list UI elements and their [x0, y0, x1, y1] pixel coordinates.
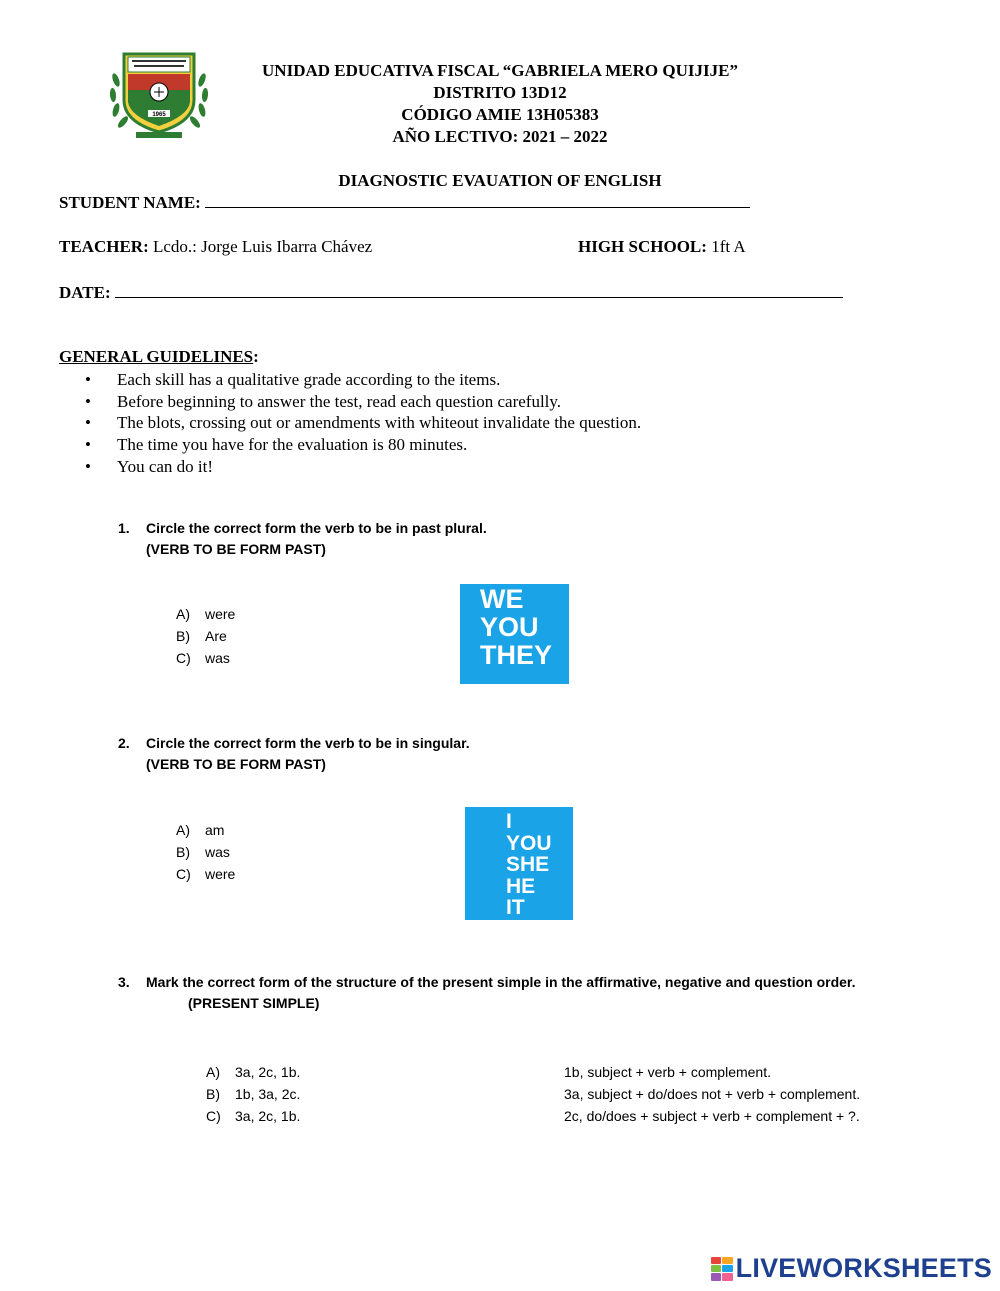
date-line[interactable] [115, 283, 843, 298]
amie-code: CÓDIGO AMIE 13H05383 [401, 105, 599, 124]
liveworksheets-brand [711, 1253, 992, 1284]
date-field[interactable] [59, 283, 843, 303]
student-name-field[interactable] [59, 193, 750, 213]
high-school-value: 1ft A [706, 237, 746, 256]
teacher-field [59, 237, 372, 257]
list-item: • The blots, crossing out or amendments with whiteout invalidate the question. [85, 413, 642, 433]
singular-pronouns-image: I YOU SHE HE IT [465, 807, 573, 920]
guidelines-heading: GENERAL GUIDELINES: [59, 347, 259, 366]
list-item: • Each skill has a qualitative grade according to the items. [85, 370, 501, 389]
list-item: • The time you have for the evaluation is 80 minutes. [85, 435, 468, 455]
option-b[interactable]: B) Are [176, 627, 227, 644]
district: DISTRITO 13D12 [433, 83, 567, 102]
option-a[interactable]: A) 3a, 2c, 1b. [206, 1064, 301, 1080]
option-c[interactable]: C) 3a, 2c, 1b. [206, 1107, 301, 1124]
list-item: • You can do it! [85, 456, 214, 476]
school-year: AÑO LECTIVO: 2021 – 2022 [392, 127, 608, 146]
question-3-structures [564, 1062, 860, 1127]
option-b[interactable]: B) 1b, 3a, 2c. [206, 1085, 301, 1102]
high-school-label: HIGH SCHOOL: [578, 237, 707, 256]
evaluation-title: DIAGNOSTIC EVAUATION OF ENGLISH [338, 171, 662, 190]
svg-text:1965: 1965 [152, 112, 166, 118]
high-school-field [578, 237, 746, 257]
question-1-options [176, 604, 235, 669]
question-2-heading: 2. Circle the correct form the verb to be in singular. (VERB TO BE FORM PAST) [118, 735, 470, 772]
school-name: UNIDAD EDUCATIVA FISCAL “GABRIELA MERO QUIJIJE” [262, 61, 738, 80]
date-label: DATE: [59, 283, 111, 302]
teacher-label: TEACHER: [59, 237, 149, 256]
option-a[interactable]: A) were [176, 606, 236, 622]
option-a[interactable]: A) am [176, 822, 225, 838]
structure-item: 2c, do/does + subject + verb + complement + ?. [564, 1107, 860, 1124]
structure-item: 1b, subject + verb + complement. [564, 1064, 771, 1080]
teacher-value: Lcdo.: Jorge Luis Ibarra Chávez [148, 237, 373, 256]
structure-item: 3a, subject + do/does not + verb + complement. [564, 1085, 861, 1102]
guidelines-list [85, 369, 641, 478]
liveworksheets-logo-icon [711, 1257, 733, 1281]
question-2-options [176, 820, 235, 885]
option-c[interactable]: C) were [176, 865, 236, 882]
option-c[interactable]: C) was [176, 649, 230, 666]
question-3-options [206, 1062, 300, 1127]
plural-pronouns-image: WE YOU THEY [460, 584, 569, 684]
question-3-heading: 3. Mark the correct form of the structure of the present simple in the affirmative, negative and question order. (PRESENT SIMPLE) [118, 974, 856, 1011]
list-item: • Before beginning to answer the test, read each question carefully. [85, 391, 562, 411]
question-1-heading: 1. Circle the correct form the verb to be in past plural. (VERB TO BE FORM PAST) [118, 520, 487, 557]
student-name-line[interactable] [205, 193, 750, 208]
option-b[interactable]: B) was [176, 843, 230, 860]
liveworksheets-text: LIVEWORKSHEETS [735, 1253, 992, 1283]
student-name-label: STUDENT NAME: [59, 193, 201, 212]
